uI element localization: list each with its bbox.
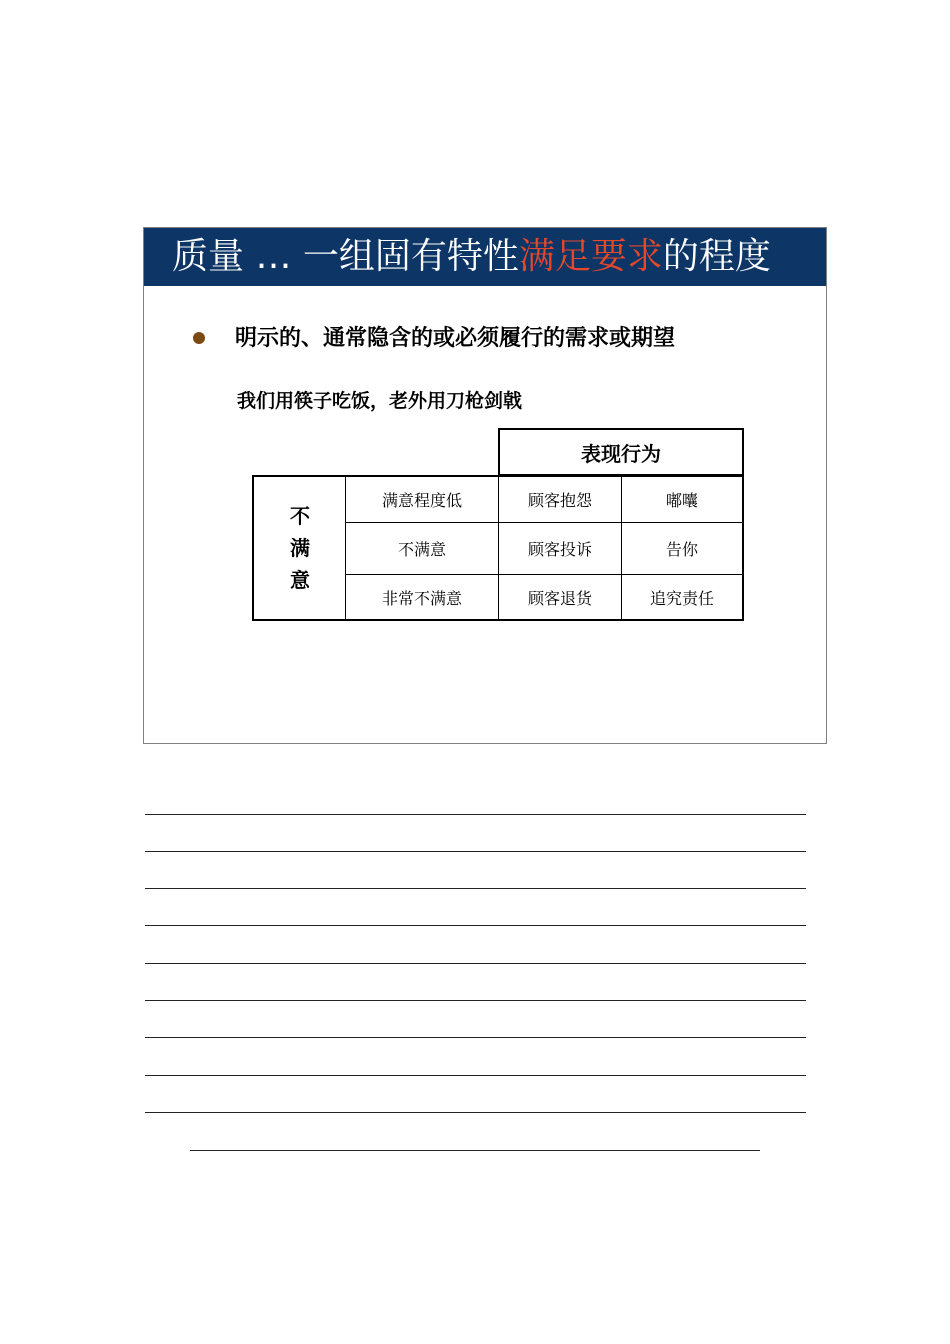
- table-cell-level: 满意程度低: [381, 491, 462, 510]
- table-cell-detail: 告你: [665, 540, 698, 559]
- note-line: [145, 888, 806, 889]
- bullet-text: 明示的、通常隐含的或必须履行的需求或期望: [235, 326, 676, 351]
- note-line: [145, 1037, 806, 1038]
- note-line: [145, 1112, 806, 1113]
- table-cell-detail: 嘟囔: [665, 491, 698, 510]
- row-group-char: 不: [290, 504, 310, 528]
- table-header: 表现行为: [498, 428, 744, 476]
- title-before: 质量 … 一组固有特性: [172, 236, 519, 277]
- table-cell-behavior: 顾客抱怨: [527, 491, 592, 510]
- row-group-char: 满: [290, 536, 310, 560]
- note-line: [145, 851, 806, 852]
- table-cell-behavior: 顾客投诉: [527, 540, 592, 559]
- sub-text: 我们用筷子吃饭，老外用刀枪剑戟: [237, 390, 523, 412]
- note-line: [145, 1075, 806, 1076]
- table-cell-level: 不满意: [397, 540, 446, 559]
- note-line: [145, 925, 806, 926]
- slide: [143, 227, 827, 744]
- row-group-label: [254, 477, 346, 619]
- row-group-char: 意: [290, 568, 310, 592]
- table-cell-level: 非常不满意: [381, 588, 462, 608]
- title-highlight: 满足要求: [518, 236, 663, 277]
- dissatisfaction-table: [252, 475, 744, 621]
- note-line: [190, 1150, 760, 1151]
- table-cell-detail: 追究责任: [649, 588, 714, 608]
- bullet-icon: [193, 332, 205, 344]
- table-cell-behavior: 顾客退货: [527, 588, 592, 608]
- slide-title: [144, 228, 826, 286]
- note-line: [145, 963, 806, 964]
- note-line: [145, 1000, 806, 1001]
- note-line: [145, 814, 806, 815]
- title-after: 的程度: [662, 236, 771, 277]
